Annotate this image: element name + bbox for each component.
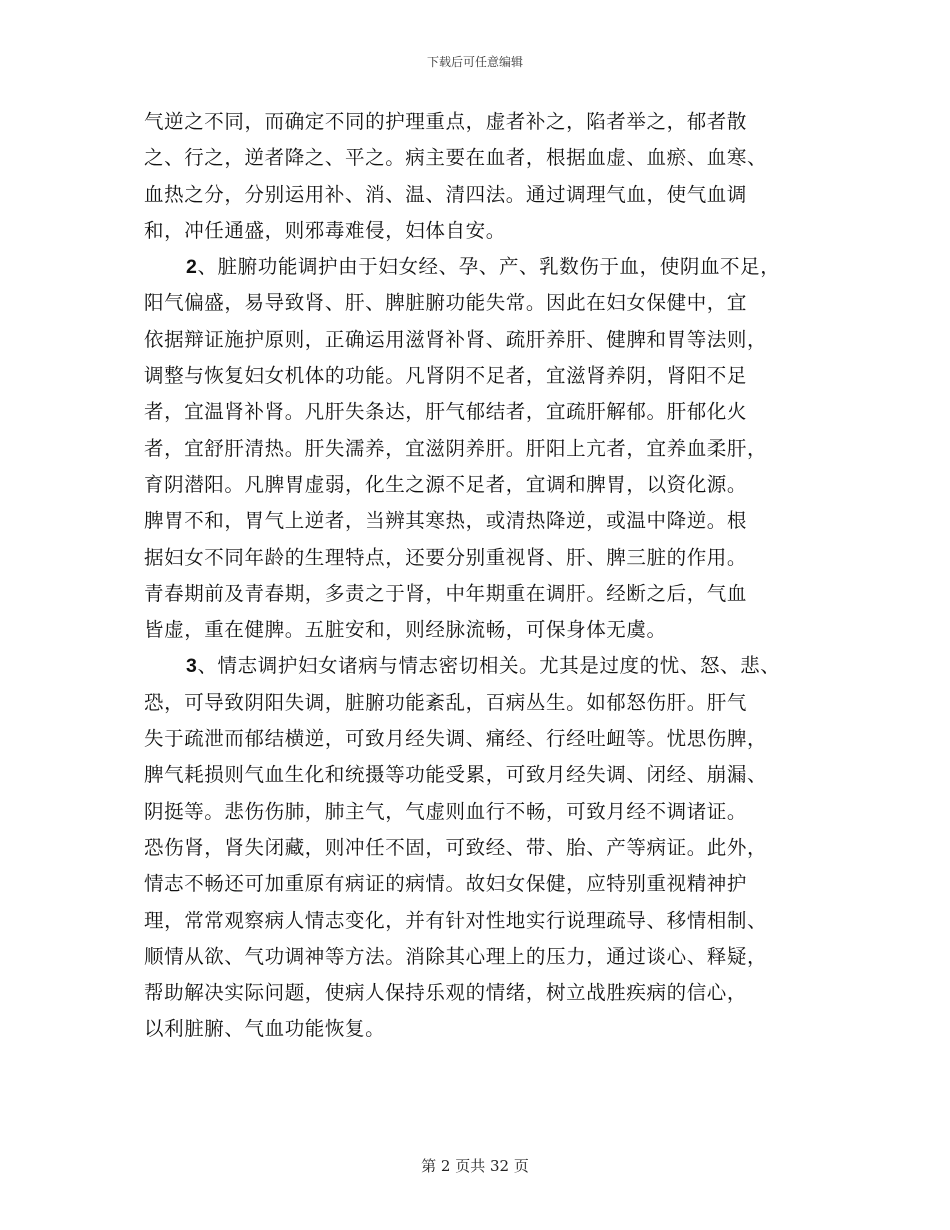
page-header: 下载后可任意编辑 (426, 55, 523, 69)
text-line: 脾气耗损则气血生化和统摄等功能受累，可致月经失调、闭经、崩漏、 (144, 763, 768, 787)
body-text (144, 104, 824, 1048)
text-line: 者，宜舒肝清热。肝失濡养，宜滋阴养肝。肝阳上亢者，宜养血柔肝， (144, 436, 768, 460)
paragraph-first-line (144, 648, 824, 684)
paragraph-emotion-care (144, 648, 824, 1047)
text-line: 调整与恢复妇女机体的功能。凡肾阴不足者，宜滋肾养阴，肾阳不足 (144, 364, 748, 388)
text-line: 理，常常观察病人情志变化，并有针对性地实行说理疏导、移情相制、 (144, 908, 768, 932)
text-line-rest: 、情志调护妇女诸病与情志密切相关。尤其是过度的忧、怒、悲、 (197, 654, 781, 678)
text-line: 顺情从欲、气功调神等方法。消除其心理上的压力，通过谈心、释疑， (144, 944, 768, 968)
text-line: 血热之分，分别运用补、消、温、清四法。通过调理气血，使气血调 (144, 182, 748, 206)
text-line: 据妇女不同年龄的生理特点，还要分别重视肾、肝、脾三脏的作用。 (144, 545, 748, 569)
text-line: 帮助解决实际问题，使病人保持乐观的情绪，树立战胜疾病的信心， (144, 981, 748, 1005)
text-line: 脾胃不和，胃气上逆者，当辨其寒热，或清热降逆，或温中降逆。根 (144, 509, 748, 533)
text-line: 恐，可导致阴阳失调，脏腑功能紊乱，百病丛生。如郁怒伤肝。肝气 (144, 690, 748, 714)
text-line: 育阴潜阳。凡脾胃虚弱，化生之源不足者，宜调和脾胃，以资化源。 (144, 472, 748, 496)
section-number: 3 (186, 655, 198, 678)
text-line: 皆虚，重在健脾。五脏安和，则经脉流畅，可保身体无虞。 (144, 618, 667, 642)
text-line: 恐伤肾，肾失闭藏，则冲任不固，可致经、带、胎、产等病证。此外， (144, 835, 768, 859)
text-line-rest: 、脏腑功能调护由于妇女经、孕、产、乳数伤于血，使阴血不足， (197, 255, 781, 279)
text-line: 之、行之，逆者降之、平之。病主要在血者，根据血虚、血瘀、血寒、 (144, 146, 768, 170)
text-line: 情志不畅还可加重原有病证的病情。故妇女保健，应特别重视精神护 (144, 872, 748, 896)
paragraph-qi-blood (144, 104, 824, 249)
text-line: 者，宜温肾补肾。凡肝失条达，肝气郁结者，宜疏肝解郁。肝郁化火 (144, 400, 748, 424)
text-line: 以利脏腑、气血功能恢复。 (144, 1017, 386, 1041)
text-line: 依据辩证施护原则，正确运用滋肾补肾、疏肝养肝、健脾和胃等法则， (144, 327, 768, 351)
paragraph-organ-care (144, 249, 824, 648)
text-line: 阳气偏盛，易导致肾、肝、脾脏腑功能失常。因此在妇女保健中，宜 (144, 291, 748, 315)
text-line: 青春期前及青春期，多责之于肾，中年期重在调肝。经断之后，气血 (144, 581, 748, 605)
section-number: 2 (186, 256, 198, 279)
paragraph-first-line (144, 249, 824, 285)
text-line: 阴挺等。悲伤伤肺，肺主气，气虚则血行不畅，可致月经不调诸证。 (144, 799, 748, 823)
page-footer: 第 2 页共 32 页 (421, 1157, 529, 1175)
text-line: 失于疏泄而郁结横逆，可致月经失调、痛经、行经吐衄等。忧思伤脾， (144, 727, 768, 751)
text-line: 和，冲任通盛，则邪毒难侵，妇体自安。 (144, 218, 506, 242)
text-line: 气逆之不同，而确定不同的护理重点，虚者补之，陷者举之，郁者散 (144, 110, 748, 133)
